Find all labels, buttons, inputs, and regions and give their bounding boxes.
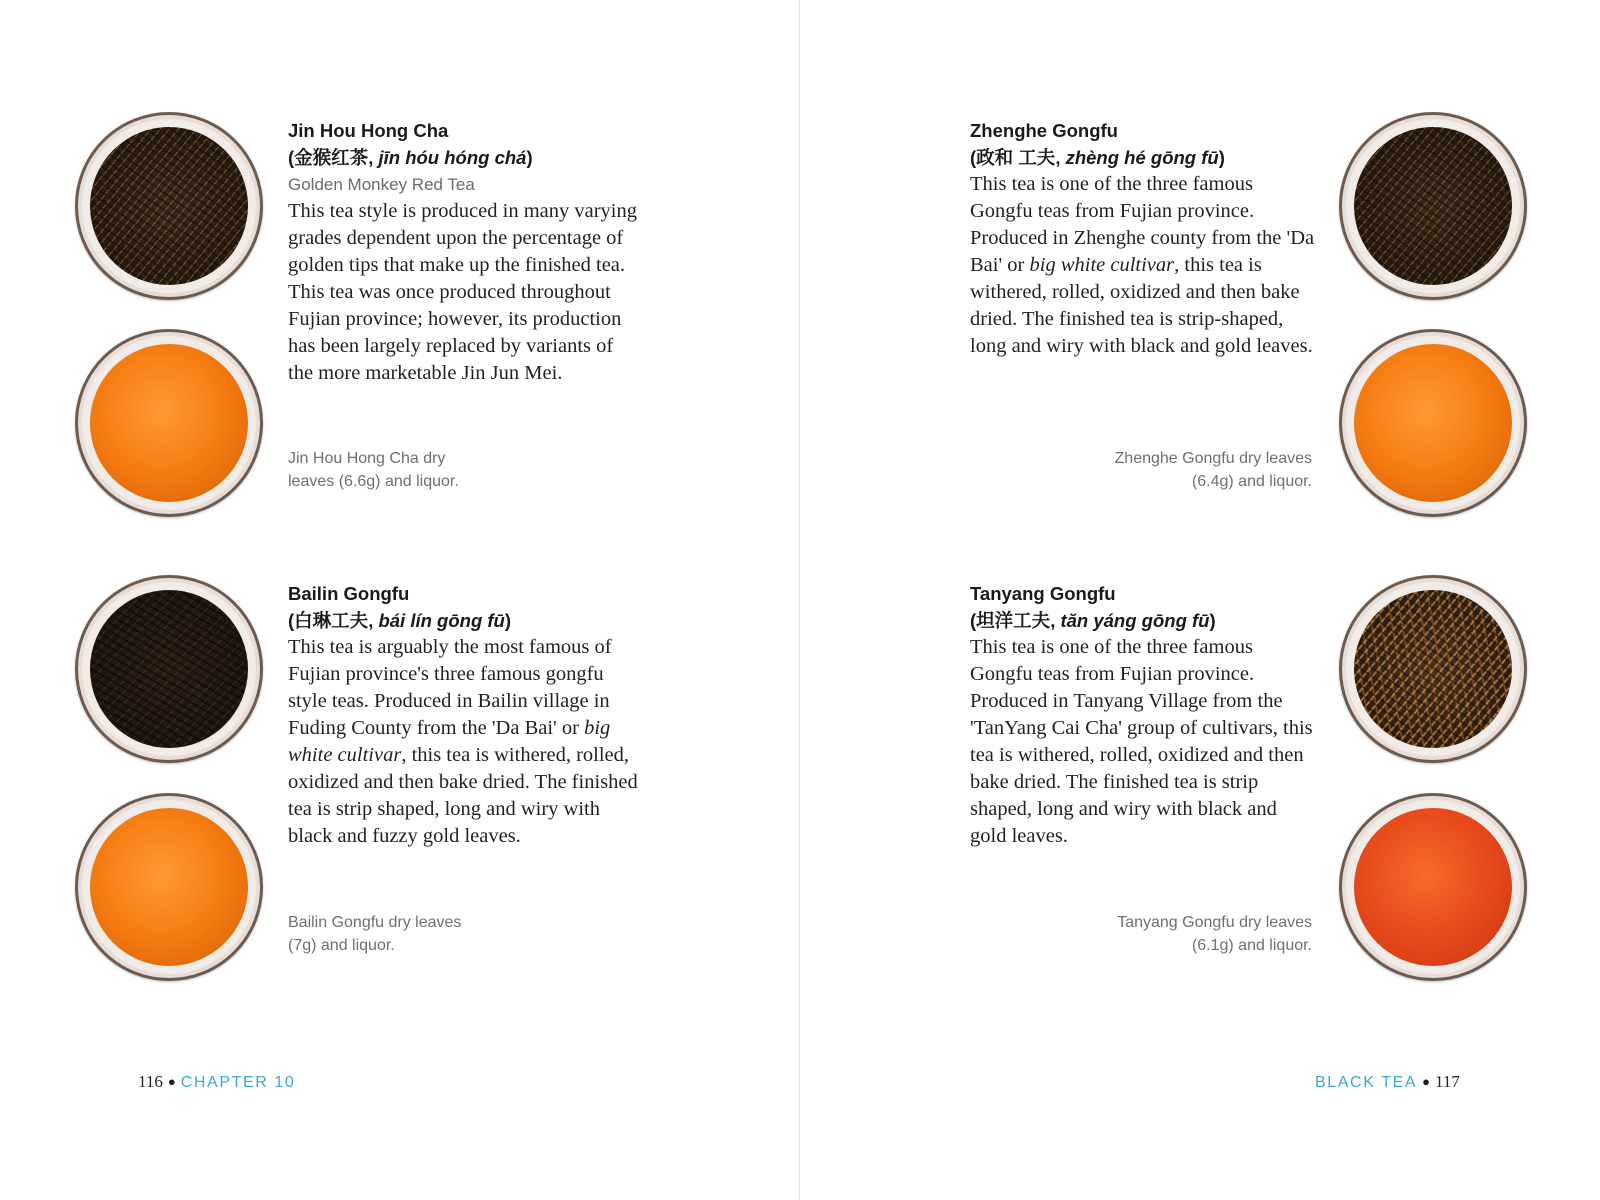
left-page-folio: [138, 1071, 295, 1094]
dry-leaves-bowl-jin-hou: [75, 112, 263, 300]
entry-chinese-name: (白琳工夫, bái lín gōng fū): [288, 610, 512, 631]
section-label: BLACK TEA: [1315, 1074, 1418, 1091]
entry-description: This tea style is produced in many varying grades dependent upon the percentage of golden tips that make up the finished tea. This tea was once produced throughout Fujian province; however, its production has been largely replaced by variants of the more marketable Jin Jun Mei.: [288, 200, 637, 384]
page-number: 116: [138, 1072, 163, 1091]
tea-liquor-bowl-tanyang: [1339, 793, 1527, 981]
photo-caption-tanyang: Tanyang Gongfu dry leaves (6.1g) and liquor.: [1117, 914, 1312, 954]
entry-english-name: Golden Monkey Red Tea: [288, 175, 475, 194]
entry-chinese-name: (金猴红茶, jīn hóu hóng chá): [288, 147, 533, 168]
tea-liquor-bowl-jin-hou: [75, 329, 263, 517]
tea-liquor-bowl-bailin: [75, 793, 263, 981]
photo-caption-zhenghe: Zhenghe Gongfu dry leaves (6.4g) and liquor.: [1114, 450, 1312, 490]
tea-entry-jin-hou-hong-cha: [288, 117, 638, 387]
dry-leaves-bowl-zhenghe: [1339, 112, 1527, 300]
book-spine: [799, 0, 800, 1200]
entry-chinese-name: (政和 工夫, zhèng hé gōng fū): [970, 147, 1225, 168]
entry-title: Zhenghe Gongfu: [970, 120, 1118, 141]
entry-description: This tea is one of the three famous Gongfu teas from Fujian province. Produced in Tanyang Village from the 'TanYang Cai Cha' group of cultivars, this tea is withered, rolled, oxidized and then bake dried. The finished tea is strip shaped, long and wiry with black and gold leaves.: [970, 636, 1313, 847]
entry-title: Bailin Gongfu: [288, 583, 410, 604]
entry-title: Tanyang Gongfu: [970, 583, 1116, 604]
entry-chinese-name: (坦洋工夫, tăn yáng gōng fū): [970, 610, 1216, 631]
entry-description: This tea is one of the three famous Gongfu teas from Fujian province. Produced in Zhenghe county from the 'Da Bai' or big white cultivar, this tea is withered, rolled, oxidized and then bake dried. The finished tea is strip-shaped, long and wiry with black and gold leaves.: [970, 173, 1315, 357]
entry-description: This tea is arguably the most famous of Fujian province's three famous gongfu style teas. Produced in Bailin village in Fuding County from the 'Da Bai' or big white cultivar, this tea is withered, rolled, oxidized and then bake dried. The finished tea is strip shaped, long and wiry with black and fuzzy gold leaves.: [288, 636, 638, 847]
dry-leaves-bowl-bailin: [75, 575, 263, 763]
tea-entry-zhenghe-gongfu: [970, 117, 1315, 360]
photo-caption-jin-hou: Jin Hou Hong Cha dry leaves (6.6g) and liquor.: [288, 450, 459, 490]
dry-leaves-bowl-tanyang: [1339, 575, 1527, 763]
chapter-label: CHAPTER 10: [180, 1074, 296, 1091]
tea-entry-bailin-gongfu: [288, 580, 638, 850]
tea-entry-tanyang-gongfu: [970, 580, 1315, 850]
right-page-folio: [1315, 1071, 1460, 1094]
photo-caption-bailin: Bailin Gongfu dry leaves (7g) and liquor.: [288, 914, 462, 954]
bullet-icon: ●: [1422, 1074, 1431, 1089]
entry-title: Jin Hou Hong Cha: [288, 120, 449, 141]
tea-liquor-bowl-zhenghe: [1339, 329, 1527, 517]
bullet-icon: ●: [167, 1074, 176, 1089]
page-number: 117: [1435, 1072, 1460, 1091]
